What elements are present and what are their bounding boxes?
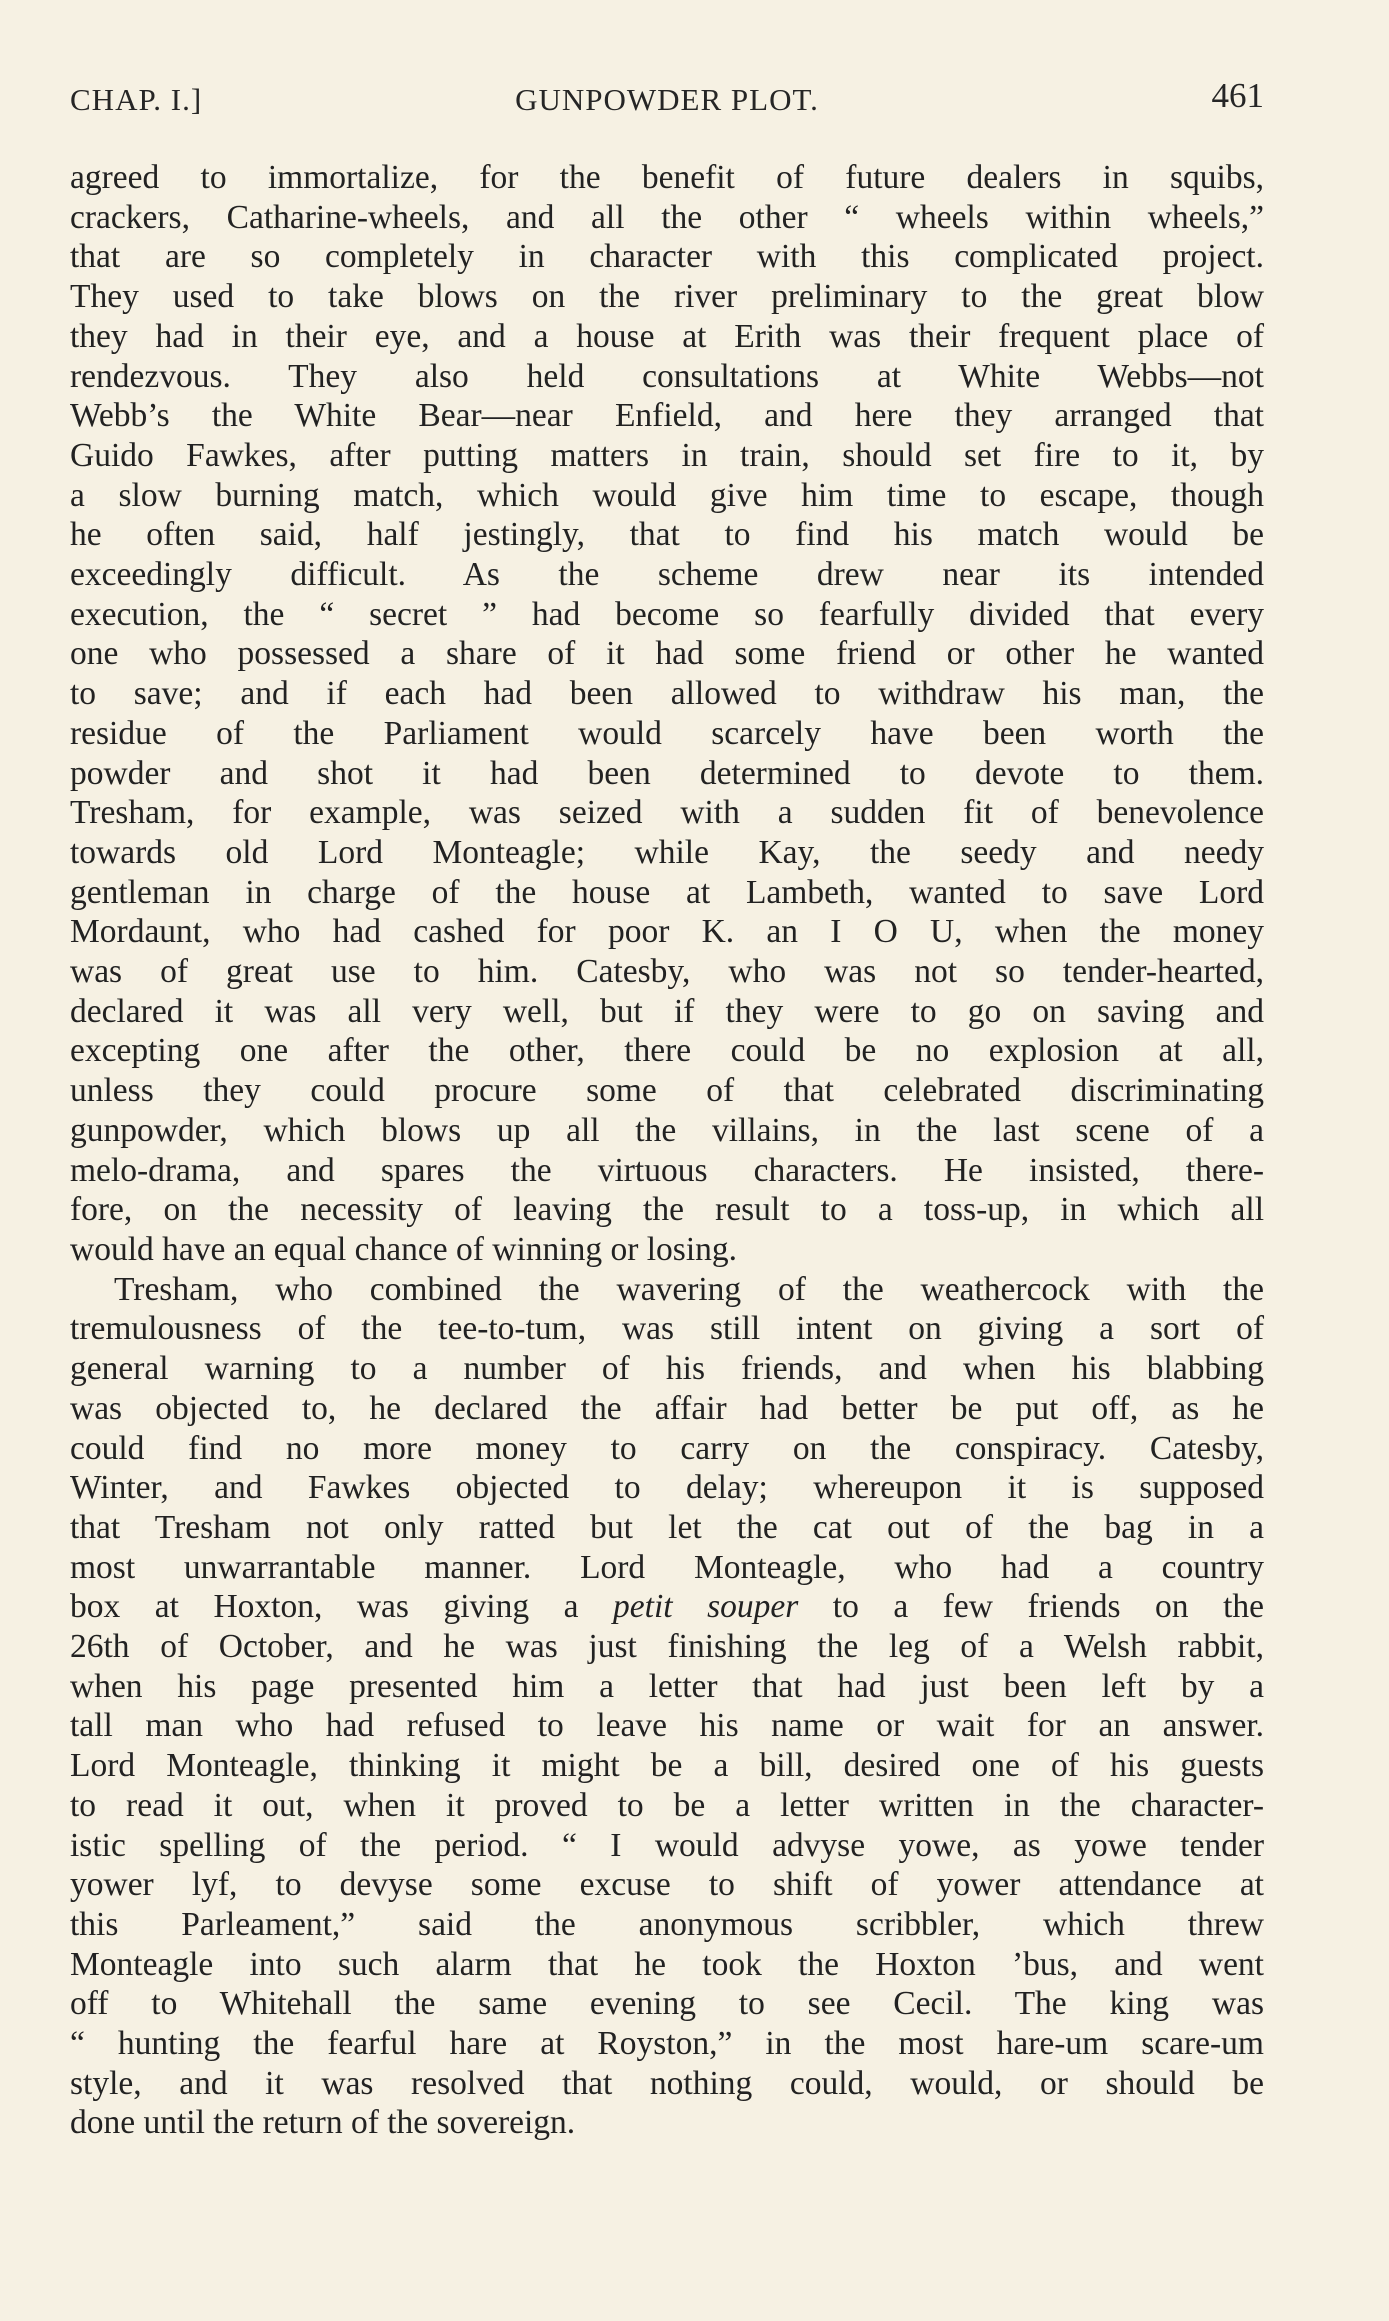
- text-line: could find no more money to carry on the conspiracy. Catesby,: [70, 1429, 1264, 1467]
- body-text: [70, 158, 1264, 2143]
- text-line: he often said, half jestingly, that to find his match would be: [70, 516, 1264, 554]
- text-line: declared it was all very well, but if they were to go on saving and: [70, 992, 1264, 1030]
- text-fragment: box at Hoxton, was giving a: [70, 1588, 614, 1626]
- text-line: to read it out, when it proved to be a letter written in the character-: [70, 1786, 1264, 1824]
- text-line: style, and it was resolved that nothing could, would, or should be: [70, 2064, 1264, 2102]
- paragraph-1: [70, 158, 1264, 1270]
- text-line: crackers, Catharine-wheels, and all the other “ wheels within wheels,”: [70, 198, 1264, 236]
- text-line: They used to take blows on the river preliminary to the great blow: [70, 278, 1264, 316]
- text-line: one who possessed a share of it had some friend or other he wanted: [70, 635, 1264, 673]
- text-line: fore, on the necessity of leaving the result to a toss-up, in which all: [70, 1191, 1264, 1229]
- text-line: would have an equal chance of winning or losing.: [70, 1230, 738, 1268]
- text-line: was of great use to him. Catesby, who was not so tender-hearted,: [70, 953, 1264, 991]
- text-line: excepting one after the other, there could be no explosion at all,: [70, 1032, 1264, 1070]
- text-line: to save; and if each had been allowed to withdraw his man, the: [70, 675, 1264, 713]
- text-line: general warning to a number of his friends, and when his blabbing: [70, 1350, 1264, 1388]
- text-line: they had in their eye, and a house at Erith was their frequent place of: [70, 317, 1264, 355]
- text-line: towards old Lord Monteagle; while Kay, the seedy and needy: [70, 833, 1264, 871]
- text-line: 26th of October, and he was just finishing the leg of a Welsh rabbit,: [70, 1628, 1264, 1666]
- text-line: off to Whitehall the same evening to see Cecil. The king was: [70, 1985, 1264, 2023]
- text-line: Tresham, who combined the wavering of the weathercock with the: [114, 1270, 1264, 1308]
- italic-phrase: petit souper: [613, 1588, 799, 1626]
- text-line: a slow burning match, which would give him time to escape, though: [70, 476, 1264, 514]
- text-fragment: to a few friends on the: [798, 1588, 1264, 1626]
- text-line: agreed to immortalize, for the benefit of future dealers in squibs,: [70, 159, 1264, 196]
- text-line: when his page presented him a letter that had just been left by a: [70, 1667, 1264, 1705]
- text-line: most unwarrantable manner. Lord Monteagle, who had a country: [70, 1548, 1264, 1586]
- page-number: 461: [1211, 76, 1264, 115]
- paragraph-2: [70, 1270, 1264, 2143]
- text-line: Monteagle into such alarm that he took the Hoxton ’bus, and went: [70, 1945, 1264, 1983]
- text-line: gentleman in charge of the house at Lambeth, wanted to save Lord: [70, 873, 1264, 911]
- text-line: istic spelling of the period. “ I would advyse yowe, as yowe tender: [70, 1826, 1264, 1864]
- text-line: powder and shot it had been determined to devote to them.: [70, 754, 1264, 792]
- text-line: tremulousness of the tee-to-tum, was still intent on giving a sort of: [70, 1310, 1264, 1348]
- text-line: Guido Fawkes, after putting matters in train, should set fire to it, by: [70, 436, 1264, 474]
- text-line: rendezvous. They also held consultations at White Webbs—not: [70, 357, 1264, 395]
- text-line-with-italic: [70, 1587, 1264, 1627]
- chapter-marker: CHAP. I.]: [70, 82, 203, 117]
- text-line: execution, the “ secret ” had become so fearfully divided that every: [70, 595, 1264, 633]
- text-line: yower lyf, to devyse some excuse to shift of yower attendance at: [70, 1866, 1264, 1904]
- text-line: done until the return of the sovereign.: [70, 2104, 576, 2142]
- text-line: Lord Monteagle, thinking it might be a bill, desired one of his guests: [70, 1747, 1264, 1785]
- text-line: residue of the Parliament would scarcely have been worth the: [70, 714, 1264, 752]
- text-line: Winter, and Fawkes objected to delay; whereupon it is supposed: [70, 1469, 1264, 1507]
- text-line: unless they could procure some of that celebrated discriminating: [70, 1072, 1264, 1110]
- text-line: was objected to, he declared the affair had better be put off, as he: [70, 1389, 1264, 1427]
- text-line: that Tresham not only ratted but let the cat out of the bag in a: [70, 1508, 1264, 1546]
- text-line: melo-drama, and spares the virtuous characters. He insisted, there-: [70, 1151, 1264, 1189]
- running-head: [70, 76, 1264, 120]
- text-line: that are so completely in character with this complicated project.: [70, 238, 1264, 276]
- text-line: tall man who had refused to leave his name or wait for an answer.: [70, 1707, 1264, 1745]
- text-line: exceedingly difficult. As the scheme drew near its intended: [70, 556, 1264, 594]
- text-line: gunpowder, which blows up all the villains, in the last scene of a: [70, 1111, 1264, 1149]
- running-title: GUNPOWDER PLOT.: [515, 82, 819, 117]
- text-line: Webb’s the White Bear—near Enfield, and here they arranged that: [70, 397, 1264, 435]
- text-line: this Parleament,” said the anonymous scribbler, which threw: [70, 1905, 1264, 1943]
- text-line: Tresham, for example, was seized with a sudden fit of benevolence: [70, 794, 1264, 832]
- text-line: Mordaunt, who had cashed for poor K. an I O U, when the money: [70, 913, 1264, 951]
- text-line: “ hunting the fearful hare at Royston,” in the most hare-um scare-um: [70, 2025, 1264, 2063]
